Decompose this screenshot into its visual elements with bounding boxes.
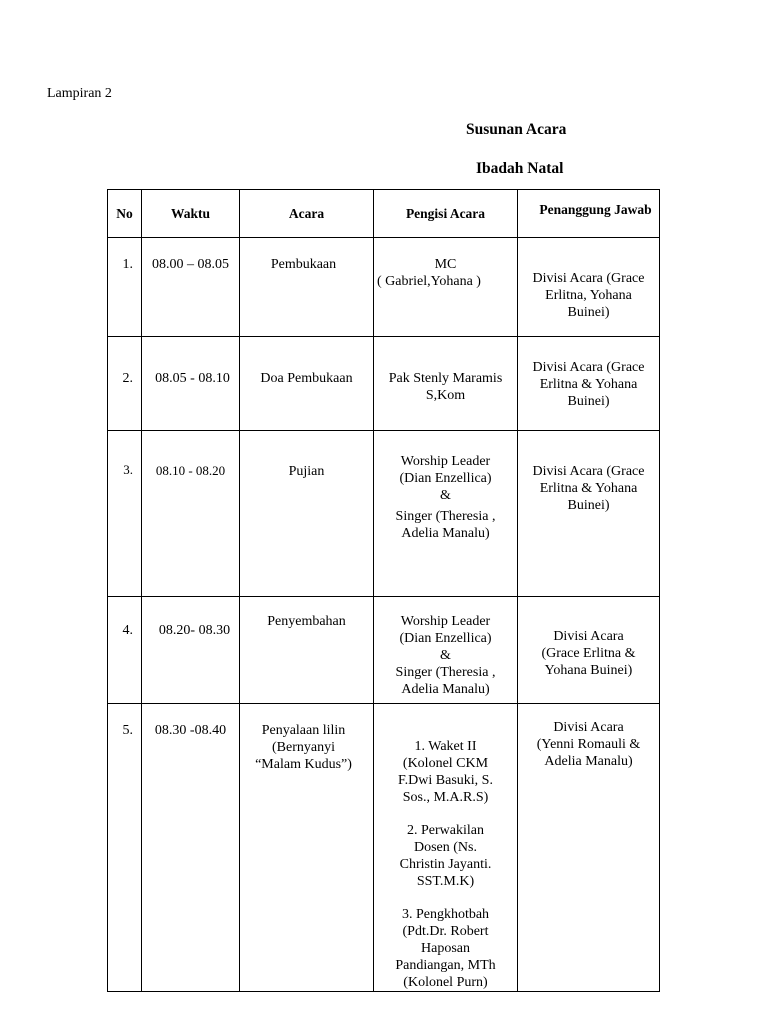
cell-pengisi — [374, 704, 518, 992]
table-row — [108, 431, 660, 597]
pj-line: Divisi Acara — [553, 720, 624, 735]
table-row — [108, 704, 660, 992]
cell-acara — [240, 238, 374, 337]
performer-line: (Dian Enzellica) — [399, 471, 492, 486]
performer-line: (Kolonel CKM — [402, 756, 489, 771]
cell-acara — [240, 431, 374, 597]
cell-acara — [240, 337, 374, 431]
performer-line: Adelia Manalu) — [401, 526, 490, 541]
page-subtitle: Ibadah Natal — [476, 160, 564, 177]
table-row — [108, 597, 660, 704]
cell-waktu — [142, 337, 240, 431]
performer-line: Singer (Theresia , — [395, 665, 496, 680]
cell-pj — [518, 337, 660, 431]
performer-line: Adelia Manalu) — [401, 682, 490, 697]
event-line: (Bernyanyi — [272, 740, 335, 755]
cell-acara — [240, 704, 374, 992]
row-event: Pujian — [288, 464, 325, 479]
pj-line: Buinei) — [567, 305, 610, 320]
performer-line: SST.M.K) — [416, 874, 475, 889]
performer-line: Worship Leader — [400, 614, 491, 629]
event-line: Penyalaan lilin — [261, 723, 346, 738]
pj-line: (Grace Erlitna & — [541, 646, 636, 661]
performer-line: Pandiangan, MTh — [395, 958, 496, 973]
cell-pengisi — [374, 337, 518, 431]
cell-no — [108, 704, 142, 992]
pj-line: Buinei) — [567, 394, 610, 409]
pj-line: Erlitna & Yohana — [539, 377, 638, 392]
row-number: 2. — [122, 371, 133, 386]
attachment-label: Lampiran 2 — [47, 86, 112, 101]
pj-line: Divisi Acara (Grace — [532, 464, 645, 479]
row-event: Penyembahan — [267, 614, 346, 629]
row-time: 08.30 -08.40 — [154, 723, 227, 738]
page-title: Susunan Acara — [466, 121, 567, 138]
pj-line: Divisi Acara — [553, 629, 624, 644]
cell-waktu — [142, 238, 240, 337]
row-number: 3. — [123, 462, 133, 477]
cell-no — [108, 238, 142, 337]
performer-line: & — [440, 648, 451, 663]
cell-pj — [518, 704, 660, 992]
performer-line: Haposan — [421, 941, 470, 956]
performer-line: & — [440, 488, 451, 503]
row-number: 5. — [122, 723, 133, 738]
performer-line: ( Gabriel,Yohana ) — [377, 274, 481, 289]
row-time: 08.20- 08.30 — [158, 623, 231, 638]
row-event: Doa Pembukaan — [260, 371, 353, 386]
row-time: 08.00 – 08.05 — [152, 257, 229, 272]
cell-pengisi — [374, 597, 518, 704]
header-penanggung-jawab-label: Penanggung Jawab — [539, 201, 652, 217]
pj-line: Yohana Buinei) — [544, 663, 633, 678]
header-no: No — [108, 190, 142, 238]
event-line: “Malam Kudus”) — [255, 757, 352, 772]
cell-no — [108, 431, 142, 597]
pj-line: Buinei) — [567, 498, 610, 513]
performer-line: 1. Waket II — [414, 739, 477, 754]
performer-line: (Dian Enzellica) — [399, 631, 492, 646]
performer-line: Dosen (Ns. — [414, 840, 477, 855]
performer-line: S,Kom — [425, 388, 466, 403]
header-acara: Acara — [240, 190, 374, 238]
performer-line: (Pdt.Dr. Robert — [402, 924, 489, 939]
cell-waktu — [142, 431, 240, 597]
row-number: 4. — [122, 623, 133, 638]
row-time: 08.10 - 08.20 — [155, 463, 226, 478]
header-pengisi-acara: Pengisi Acara — [374, 190, 518, 238]
cell-waktu — [142, 597, 240, 704]
table-header-row — [108, 190, 660, 238]
row-event: Pembukaan — [270, 257, 337, 272]
performer-line: Sos., M.A.R.S) — [402, 790, 489, 805]
performer-line: (Kolonel Purn) — [403, 975, 488, 990]
pj-line: (Yenni Romauli & — [536, 737, 641, 752]
cell-acara — [240, 597, 374, 704]
performer-line: Christin Jayanti. — [399, 857, 492, 872]
schedule-table — [107, 189, 660, 992]
pj-line: Erlitna & Yohana — [539, 481, 638, 496]
header-penanggung-jawab — [518, 190, 660, 238]
header-waktu: Waktu — [142, 190, 240, 238]
cell-waktu — [142, 704, 240, 992]
performer-line: F.Dwi Basuki, S. — [398, 773, 493, 788]
cell-no — [108, 597, 142, 704]
cell-pj — [518, 431, 660, 597]
performer-line: Pak Stenly Maramis — [388, 371, 503, 386]
cell-pj — [518, 238, 660, 337]
performer-line: MC — [434, 257, 457, 272]
cell-no — [108, 337, 142, 431]
row-number: 1. — [122, 257, 133, 272]
row-time: 08.05 - 08.10 — [155, 371, 230, 386]
performer-line: Worship Leader — [400, 454, 491, 469]
pj-line: Divisi Acara (Grace — [532, 271, 645, 286]
cell-pj — [518, 597, 660, 704]
pj-line: Adelia Manalu) — [544, 754, 633, 769]
cell-pengisi — [374, 238, 518, 337]
performer-line: 3. Pengkhotbah — [401, 907, 490, 922]
cell-pengisi — [374, 431, 518, 597]
table-row — [108, 337, 660, 431]
performer-line: Singer (Theresia , — [395, 509, 496, 524]
pj-line: Erlitna, Yohana — [545, 288, 632, 303]
table-row — [108, 238, 660, 337]
pj-line: Divisi Acara (Grace — [532, 360, 645, 375]
performer-line: 2. Perwakilan — [407, 823, 484, 838]
